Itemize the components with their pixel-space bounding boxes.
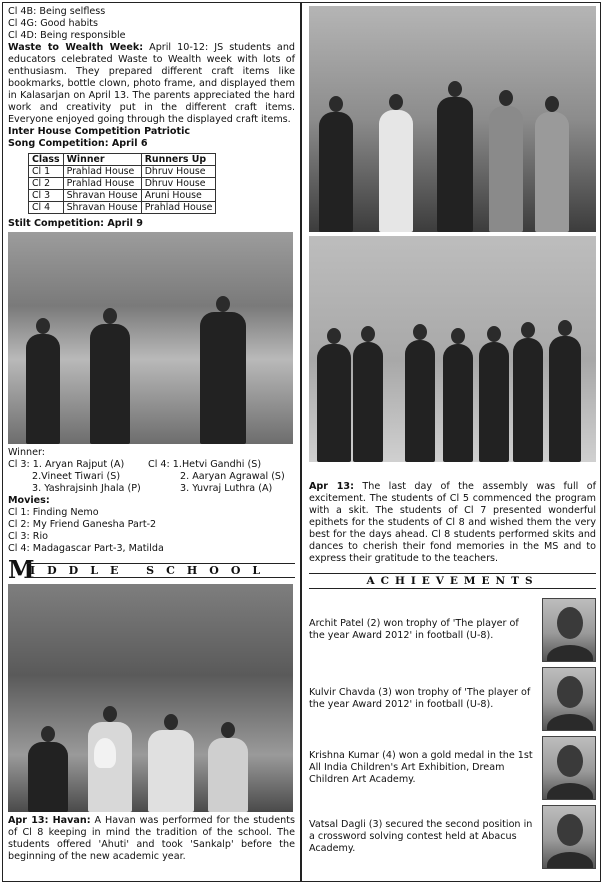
table-cell: Aruni House — [141, 190, 216, 202]
winner-entry: Cl 3: 1. Aryan Rajput (A) — [8, 459, 125, 470]
winner-entry: Cl 4: 1.Hetvi Gandhi (S) — [148, 459, 262, 470]
achievement-item — [309, 664, 596, 733]
student-figure — [513, 338, 543, 462]
right-column — [309, 6, 596, 871]
student-figure — [549, 336, 581, 462]
assembly-paragraph — [309, 481, 596, 565]
assembly-photo-2 — [309, 236, 596, 462]
student-portrait — [542, 598, 596, 662]
table-cell: Cl 3 — [29, 190, 64, 202]
achievements-banner: ACHIEVEMENTS — [309, 573, 596, 589]
achievement-item — [309, 595, 596, 664]
banner-title: IDDLE SCHOOL — [26, 563, 295, 578]
table-header: Class — [29, 154, 64, 166]
havan-text: A Havan was performed for the students of Cl 8 keeping in mind the tradition of the school. The students offered 'Ahuti' and took 'Sankalp' before the beginning of the new academic year. — [8, 815, 295, 862]
middle-school-banner — [8, 555, 295, 584]
stilt-heading: Stilt Competition: April 9 — [8, 218, 143, 229]
table-cell: Prahlad House — [63, 166, 141, 178]
table-header: Winner — [63, 154, 141, 166]
student-figure — [200, 312, 246, 444]
song-heading-date: Song Competition: April 6 — [8, 138, 148, 149]
movie-item: Cl 3: Rio — [8, 531, 49, 542]
havan-heading: Apr 13: Havan: — [8, 815, 91, 826]
student-figure — [353, 342, 383, 462]
student-figure — [437, 97, 473, 232]
winner-entry: 2. Aaryan Agrawal (S) — [180, 471, 285, 482]
table-cell: Cl 2 — [29, 178, 64, 190]
winner-label: Winner: — [8, 447, 46, 458]
winner-entry: 3. Yuvraj Luthra (A) — [180, 483, 273, 494]
student-figure — [28, 742, 68, 812]
student-figure — [148, 730, 194, 812]
table-header-row — [29, 154, 216, 166]
student-figure — [26, 334, 60, 444]
table-row — [29, 202, 216, 214]
achievement-text: Vatsal Dagli (3) secured the second position in a crossword solving contest held at Abacus Academy. — [309, 818, 533, 854]
movies-heading: Movies: — [8, 495, 50, 506]
table-row — [29, 166, 216, 178]
intro-line: Cl 4B: Being selfless — [8, 6, 106, 17]
song-heading: Inter House Competition Patriotic — [8, 126, 191, 137]
waste-to-wealth-paragraph — [8, 42, 295, 126]
student-figure — [443, 344, 473, 462]
student-figure — [317, 344, 351, 462]
table-cell: Prahlad House — [141, 202, 216, 214]
table-cell: Cl 4 — [29, 202, 64, 214]
waste-heading: Waste to Wealth Week: — [8, 42, 144, 53]
achievement-text: Kulvir Chavda (3) won trophy of 'The player of the year Award 2012' in football (U-8). — [309, 686, 531, 710]
movie-item: Cl 4: Madagascar Part-3, Matilda — [8, 543, 164, 554]
student-figure — [379, 110, 413, 232]
fire-flame — [94, 738, 116, 768]
student-figure — [208, 738, 248, 812]
student-figure — [319, 112, 353, 232]
winners-cl3 — [8, 459, 148, 495]
winner-entry: 2.Vineet Tiwari (S) — [32, 471, 121, 482]
movie-item: Cl 2: My Friend Ganesha Part-2 — [8, 519, 157, 530]
column-divider — [300, 2, 302, 882]
house-results-table — [28, 153, 216, 214]
table-cell: Dhruv House — [141, 178, 216, 190]
student-figure — [535, 112, 569, 232]
left-column — [8, 6, 295, 863]
waste-text: April 10-12: JS students and educators celebrated Waste to Wealth week with lots of enthusiasm. They prepared different craft items like bookmarks, bottle clown, photo frame, and displayed them in Kalasarjan on April 13. The parents appreciated the hard work and creativity put in the different craft items. Everyone enjoyed going through the displayed craft items. — [8, 42, 295, 125]
intro-line: Cl 4G: Good habits — [8, 18, 99, 29]
assembly-text: The last day of the assembly was full of excitement. The students of Cl 5 commenced the program with a skit. The students of Cl 7 presented wonderful epithets for the students of Cl 8 and wished them the very best for the days ahead. Cl 8 students performed skits and dances to cherish their fond memories in the MS and to express their gratitude to the teachers. — [309, 481, 596, 564]
table-row — [29, 178, 216, 190]
student-figure — [90, 324, 130, 444]
table-cell: Shravan House — [63, 190, 141, 202]
winners-cl4 — [148, 459, 288, 495]
student-figure — [489, 106, 523, 232]
achievement-text: Krishna Kumar (4) won a gold medal in the 1st All India Children's Art Exhibition, Dream Children Art Academy. — [309, 749, 533, 785]
movie-item: Cl 1: Finding Nemo — [8, 507, 99, 518]
table-cell: Prahlad House — [63, 178, 141, 190]
student-portrait — [542, 805, 596, 869]
achievement-item — [309, 802, 596, 871]
student-portrait — [542, 667, 596, 731]
table-header: Runners Up — [141, 154, 216, 166]
havan-photo — [8, 584, 293, 812]
winner-entry: 3. Yashrajsinh Jhala (P) — [32, 483, 141, 494]
table-cell: Cl 1 — [29, 166, 64, 178]
stilt-winners — [8, 459, 295, 495]
table-cell: Shravan House — [63, 202, 141, 214]
achievement-text: Archit Patel (2) won trophy of 'The player of the year Award 2012' in football (U-8). — [309, 617, 519, 641]
student-figure — [479, 342, 509, 462]
student-figure — [405, 340, 435, 462]
intro-line: Cl 4D: Being responsible — [8, 30, 126, 41]
assembly-photo-1 — [309, 6, 596, 232]
achievement-item — [309, 733, 596, 802]
table-row — [29, 190, 216, 202]
stilt-photo — [8, 232, 293, 444]
havan-paragraph — [8, 815, 295, 863]
student-portrait — [542, 736, 596, 800]
table-cell: Dhruv House — [141, 166, 216, 178]
banner-initial: M — [8, 555, 35, 584]
assembly-heading: Apr 13: — [309, 481, 354, 492]
